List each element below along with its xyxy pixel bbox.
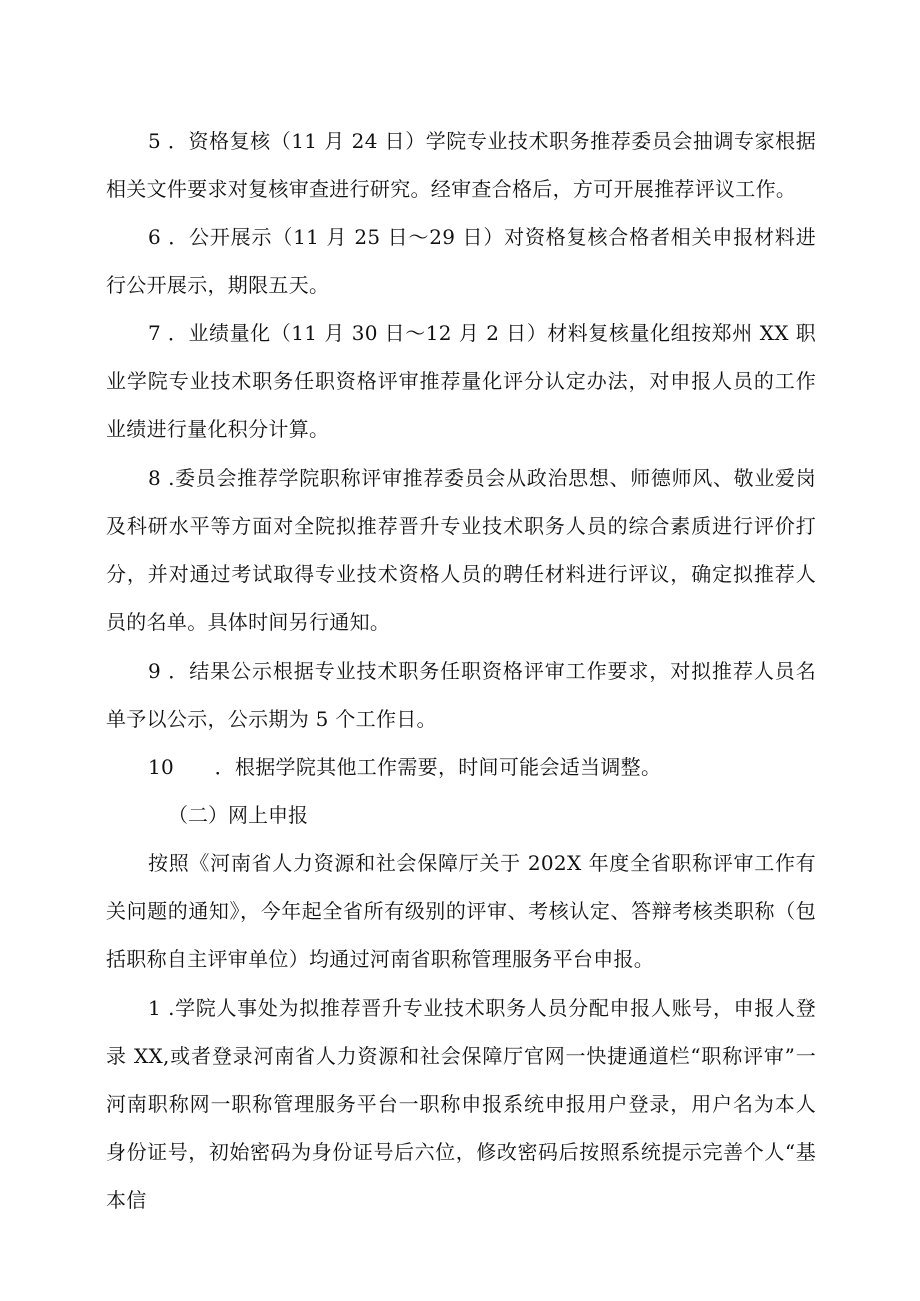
- section-heading: （二）网上申报: [168, 803, 308, 827]
- paragraph-item-6: 6 ．公开展示（11 月 25 日～29 日）对资格复核合格者相关申报材料进行公开展示，期限五天。: [106, 225, 816, 297]
- paragraph-item-5: 5 ．资格复核（11 月 24 日）学院专业技术职务推荐委员会抽调专家根据相关文件要求对复核审查进行研究。经审查合格后，方可开展推荐评议工作。: [106, 129, 816, 201]
- paragraph-item-9: 9 ．结果公示根据专业技术职务任职资格评审工作要求，对拟推荐人员名单予以公示，公示期为 5 个工作日。: [106, 659, 816, 731]
- paragraph-item-8: 8 .委员会推荐学院职称评审推荐委员会从政治思想、师德师风、敬业爱岗及科研水平等方面对全院拟推荐晋升专业技术职务人员的综合素质进行评价打分，并对通过考试取得专业技术资格人员的聘任材料进行评议，确定拟推荐人员的名单。具体时间另行通知。: [106, 466, 816, 634]
- paragraph-item-7: 7 ．业绩量化（11 月 30 日～12 月 2 日）材料复核量化组按郑州 XX 职业学院专业技术职务任职资格评审推荐量化评分认定办法，对申报人员的工作业绩进行量化积分计算。: [106, 321, 816, 441]
- paragraph-intro: 按照《河南省人力资源和社会保障厅关于 202X 年度全省职称评审工作有关问题的通知》，今年起全省所有级别的评审、考核认定、答辩考核类职称（包括职称自主评审单位）均通过河南省职称管理服务平台申报。: [106, 851, 816, 971]
- paragraph-item-10: 10 ．根据学院其他工作需要，时间可能会适当调整。: [148, 755, 662, 779]
- paragraph-online-1: 1 .学院人事处为拟推荐晋升专业技术职务人员分配申报人账号，申报人登录 XX,或者登录河南省人力资源和社会保障厅官网一快捷通道栏“职称评审”一河南职称网一职称管理服务平台一职称申报系统申报用户登录，用户名为本人身份证号，初始密码为身份证号后六位，修改密码后按照系统提示完善个人“基本信: [106, 996, 816, 1212]
